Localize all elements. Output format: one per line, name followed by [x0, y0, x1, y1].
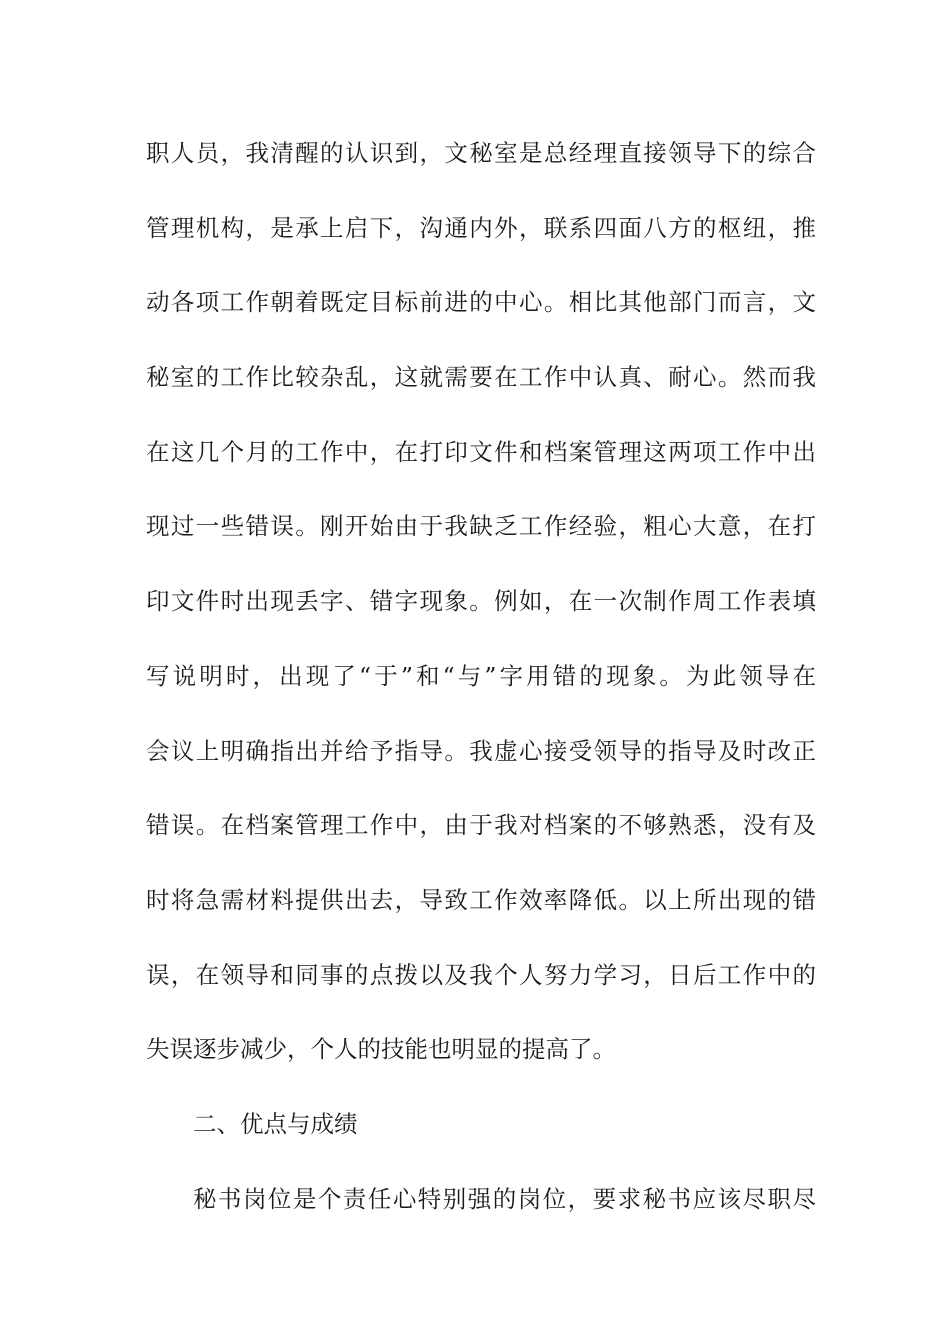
paragraph-line: 管理机构，是承上启下，沟通内外，联系四面八方的枢纽，推	[146, 213, 816, 242]
paragraph-line: 在这几个月的工作中，在打印文件和档案管理这两项工作中出	[146, 437, 816, 466]
paragraph-line: 时将急需材料提供出去，导致工作效率降低。以上所出现的错	[146, 885, 816, 914]
paragraph-first-line: 秘书岗位是个责任心特别强的岗位，要求秘书应该尽职尽	[193, 1184, 816, 1213]
paragraph-line-last: 失误逐步减少，个人的技能也明显的提高了。	[146, 1035, 616, 1064]
paragraph-line: 错误。在档案管理工作中，由于我对档案的不够熟悉，没有及	[146, 811, 816, 840]
paragraph-line: 印文件时出现丢字、错字现象。例如，在一次制作周工作表填	[146, 587, 816, 616]
paragraph-line: 秘室的工作比较杂乱，这就需要在工作中认真、耐心。然而我	[146, 363, 816, 392]
paragraph-line: 写说明时，出现了“于”和“与”字用错的现象。为此领导在	[146, 661, 816, 690]
paragraph-line: 职人员，我清醒的认识到，文秘室是总经理直接领导下的综合	[146, 139, 816, 167]
paragraph-line: 误，在领导和同事的点拨以及我个人努力学习，日后工作中的	[146, 960, 816, 989]
document-body	[146, 133, 816, 1253]
paragraph-line: 动各项工作朝着既定目标前进的中心。相比其他部门而言，文	[146, 288, 816, 317]
paragraph-line: 会议上明确指出并给予指导。我虚心接受领导的指导及时改正	[146, 736, 816, 765]
paragraph-line: 现过一些错误。刚开始由于我缺乏工作经验，粗心大意，在打	[146, 512, 816, 541]
section-heading: 二、优点与成绩	[193, 1109, 358, 1138]
